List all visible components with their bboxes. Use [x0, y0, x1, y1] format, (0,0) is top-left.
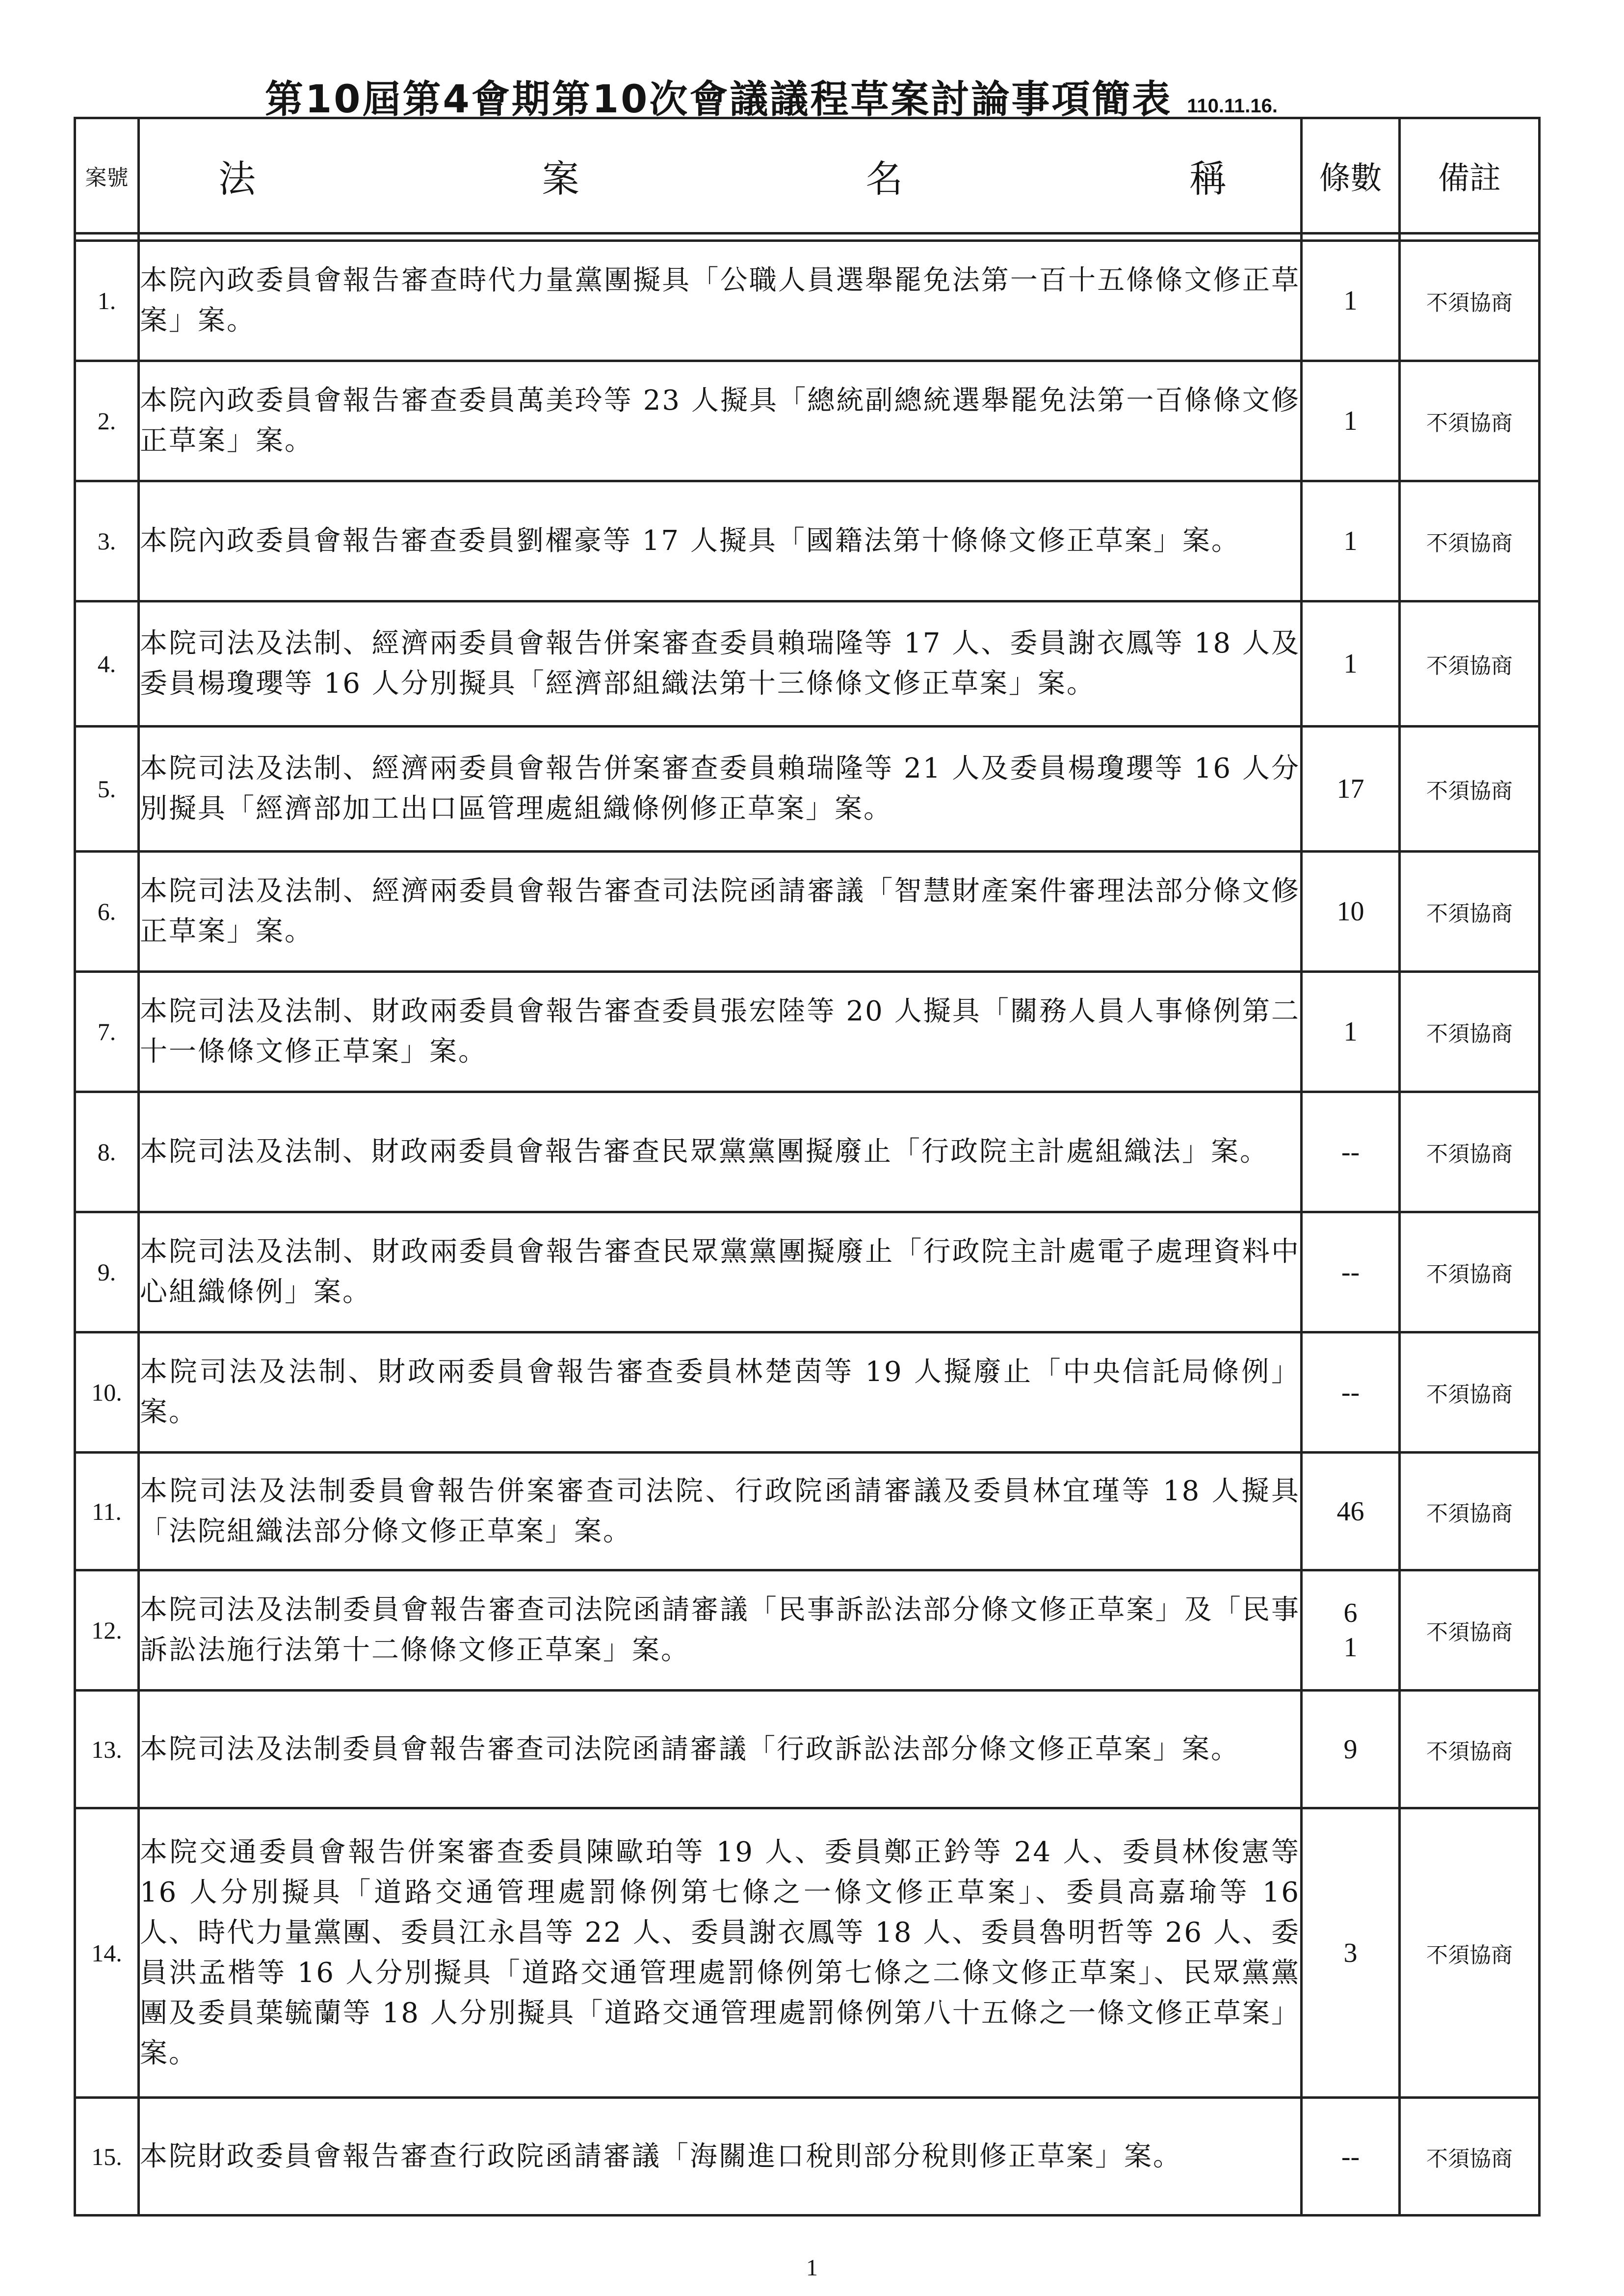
table-row: [75, 241, 1540, 361]
document-date: 110.11.16.: [1187, 95, 1278, 117]
remark: 不須協商: [1400, 241, 1540, 361]
bill-name: 本院司法及法制、財政兩委員會報告審查民眾黨黨團擬廢止「行政院主計處組織法」案。: [139, 1092, 1302, 1212]
article-count: 3: [1302, 1808, 1400, 2098]
header-remarks: 備註: [1400, 118, 1540, 234]
header-article-count: 條數: [1302, 118, 1400, 234]
article-count: 1: [1302, 241, 1400, 361]
agenda-table: [74, 117, 1541, 2217]
table-row: [75, 1808, 1540, 2098]
bill-name: 本院司法及法制、財政兩委員會報告審查委員張宏陸等 20 人擬具「關務人員人事條例第二十一條條文修正草案」案。: [139, 972, 1302, 1092]
case-number: 6.: [75, 852, 139, 972]
table-row: [75, 601, 1540, 727]
bill-name: 本院司法及法制委員會報告審查司法院函請審議「民事訴訟法部分條文修正草案」及「民事訴訟法施行法第十二條條文修正草案」案。: [139, 1570, 1302, 1691]
remark: 不須協商: [1400, 1453, 1540, 1570]
case-number: 14.: [75, 1808, 139, 2098]
bill-name: 本院司法及法制、財政兩委員會報告審查委員林楚茵等 19 人擬廢止「中央信託局條例」案。: [139, 1332, 1302, 1453]
bill-name: 本院內政委員會報告審查委員劉櫂豪等 17 人擬具「國籍法第十條條文修正草案」案。: [139, 481, 1302, 601]
article-count: 10: [1302, 852, 1400, 972]
article-count: --: [1302, 2098, 1400, 2216]
remark: 不須協商: [1400, 1332, 1540, 1453]
bill-name: 本院司法及法制委員會報告併案審查司法院、行政院函請審議及委員林宜瑾等 18 人擬具「法院組織法部分條文修正草案」案。: [139, 1453, 1302, 1570]
header-bill-name-char: 法: [218, 157, 256, 201]
bill-name: 本院司法及法制、經濟兩委員會報告併案審查委員賴瑞隆等 17 人、委員謝衣鳳等 18 人及委員楊瓊瓔等 16 人分別擬具「經濟部組織法第十三條條文修正草案」案。: [139, 601, 1302, 727]
case-number: 8.: [75, 1092, 139, 1212]
bill-name: 本院內政委員會報告審查委員萬美玲等 23 人擬具「總統副總統選舉罷免法第一百條條文修正草案」案。: [139, 361, 1302, 481]
table-row: [75, 972, 1540, 1092]
page-number: 1: [806, 2255, 818, 2281]
table-row: [75, 2098, 1540, 2216]
case-number: 4.: [75, 601, 139, 727]
article-count: --: [1302, 1332, 1400, 1453]
table-row: [75, 481, 1540, 601]
case-number: 9.: [75, 1212, 139, 1332]
table-row: [75, 1570, 1540, 1691]
case-number: 13.: [75, 1691, 139, 1808]
case-number: 7.: [75, 972, 139, 1092]
bill-name: 本院司法及法制、經濟兩委員會報告併案審查委員賴瑞隆等 21 人及委員楊瓊瓔等 16 人分別擬具「經濟部加工出口區管理處組織條例修正草案」案。: [139, 727, 1302, 852]
remark: 不須協商: [1400, 481, 1540, 601]
article-count: 1: [1302, 361, 1400, 481]
bill-name: 本院財政委員會報告審查行政院函請審議「海關進口稅則部分稅則修正草案」案。: [139, 2098, 1302, 2216]
remark: 不須協商: [1400, 601, 1540, 727]
remark: 不須協商: [1400, 361, 1540, 481]
header-row: [75, 118, 1540, 234]
case-number: 11.: [75, 1453, 139, 1570]
remark: 不須協商: [1400, 1570, 1540, 1691]
bill-name: 本院內政委員會報告審查時代力量黨團擬具「公職人員選舉罷免法第一百十五條條文修正草案」案。: [139, 241, 1302, 361]
table-row: [75, 1691, 1540, 1808]
case-number: 15.: [75, 2098, 139, 2216]
bill-name: 本院交通委員會報告併案審查委員陳歐珀等 19 人、委員鄭正鈐等 24 人、委員林俊憲等 16 人分別擬具「道路交通管理處罰條例第七條之一條文修正草案」、委員高嘉瑜等 16 人、時代力量黨團、委員江永昌等 22 人、委員謝衣鳳等 18 人、委員魯明哲等 26 人、委員洪孟楷等 16 人分別擬具「道路交通管理處罰條例第七條之二條文修正草案」、民眾黨黨團及委員葉毓蘭等 18 人分別擬具「道路交通管理處罰條例第八十五條之一條文修正草案」案。: [139, 1808, 1302, 2098]
table-row: [75, 1212, 1540, 1332]
header-bill-name-char: 名: [865, 157, 903, 201]
table-row: [75, 852, 1540, 972]
case-number: 12.: [75, 1570, 139, 1691]
article-count: --: [1302, 1092, 1400, 1212]
title-line: [265, 69, 1590, 123]
bill-name: 本院司法及法制、財政兩委員會報告審查民眾黨黨團擬廢止「行政院主計處電子處理資料中心組織條例」案。: [139, 1212, 1302, 1332]
case-number: 3.: [75, 481, 139, 601]
header-case-no: 案號: [75, 118, 139, 234]
header-spacer: [75, 234, 1540, 241]
article-count: 46: [1302, 1453, 1400, 1570]
remark: 不須協商: [1400, 2098, 1540, 2216]
article-count: --: [1302, 1212, 1400, 1332]
article-count-line: 6: [1343, 1598, 1358, 1628]
table-row: [75, 727, 1540, 852]
remark: 不須協商: [1400, 852, 1540, 972]
case-number: 5.: [75, 727, 139, 852]
remark: 不須協商: [1400, 1092, 1540, 1212]
table-row: [75, 1332, 1540, 1453]
header-bill-name-char: 案: [542, 157, 579, 201]
article-count: 17: [1302, 727, 1400, 852]
bill-name: 本院司法及法制委員會報告審查司法院函請審議「行政訴訟法部分條文修正草案」案。: [139, 1691, 1302, 1808]
case-number: 1.: [75, 241, 139, 361]
table-row: [75, 361, 1540, 481]
remark: 不須協商: [1400, 972, 1540, 1092]
article-count: 1: [1302, 972, 1400, 1092]
header-bill-name: [139, 118, 1302, 234]
header-bill-name-char: 稱: [1189, 157, 1227, 201]
table-row: [75, 1453, 1540, 1570]
remark: 不須協商: [1400, 727, 1540, 852]
article-count-line: 1: [1343, 1632, 1358, 1663]
table-row: [75, 1092, 1540, 1212]
bill-name: 本院司法及法制、經濟兩委員會報告審查司法院函請審議「智慧財產案件審理法部分條文修正草案」案。: [139, 852, 1302, 972]
remark: 不須協商: [1400, 1212, 1540, 1332]
case-number: 10.: [75, 1332, 139, 1453]
article-count: 1: [1302, 481, 1400, 601]
document-title: 第10屆第4會期第10次會議議程草案討論事項簡表: [265, 78, 1173, 122]
remark: 不須協商: [1400, 1691, 1540, 1808]
case-number: 2.: [75, 361, 139, 481]
article-count: [1302, 1570, 1400, 1691]
article-count: 1: [1302, 601, 1400, 727]
article-count: 9: [1302, 1691, 1400, 1808]
remark: 不須協商: [1400, 1808, 1540, 2098]
